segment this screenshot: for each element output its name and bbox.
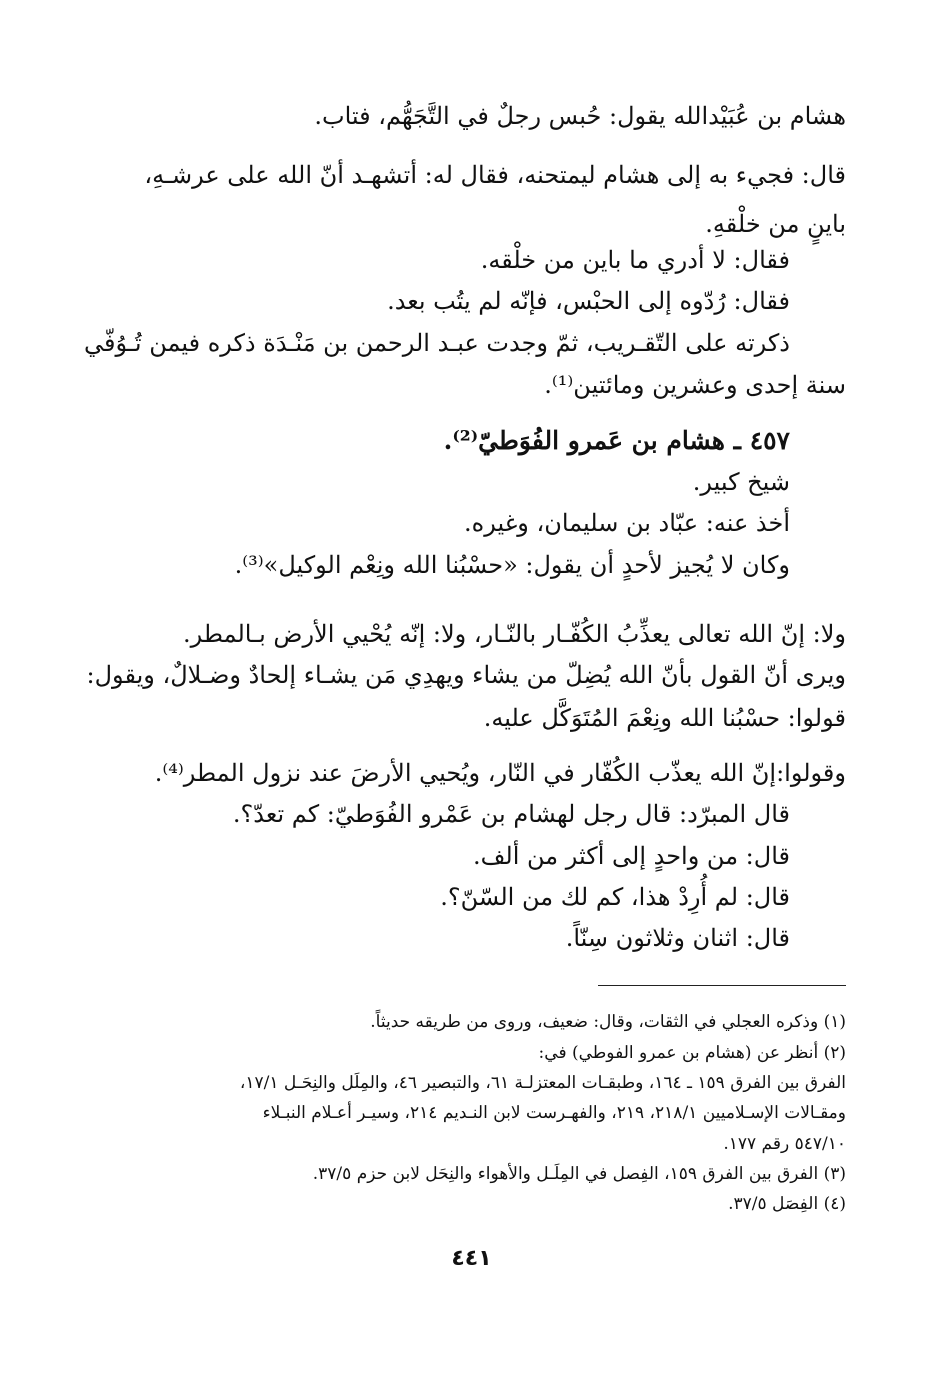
body-line-10: أخذ عنه: عبّاد بن سليمان، وغيره. xyxy=(464,509,790,537)
footnote-2-line-4: ٥٤٧/١٠ رقم ١٧٧. xyxy=(723,1134,846,1154)
body-line-7: سنة إحدى وعشرين ومائتين⁽¹⁾. xyxy=(544,371,846,399)
footnote-1: (١) وذكره العجلي في الثقات، وقال: ضعيف، وروى من طريقه حديثاً. xyxy=(370,1012,846,1032)
body-line-9: شيخ كبير. xyxy=(692,468,790,496)
body-line-14: قولوا: حسْبُنا الله ونِعْمَ المُتَوَكَّل عليه. xyxy=(483,704,846,732)
body-line-18: قال: لم أُرِدْ هذا، كم لك من السّنّ؟. xyxy=(440,883,790,911)
footnote-divider xyxy=(598,985,846,986)
body-line-4: فقال: لا أدري ما باين من خلْقه. xyxy=(480,246,790,274)
body-line-5: فقال: رُدّوه إلى الحبْس، فإنّه لم يتُب بعد. xyxy=(387,287,790,315)
body-line-17: قال: من واحدٍ إلى أكثر من ألف. xyxy=(472,842,790,870)
body-line-15: وقولوا:إنّ الله يعذّب الكُفّار في النّار، ويُحيي الأرضَ عند نزول المطر⁽⁴⁾. xyxy=(154,759,846,787)
body-line-13: ويرى أنّ القول بأنّ الله يُضِلّ من يشاء ويهدِي مَن يشـاء إلحادٌ وضـلالٌ، ويقول: xyxy=(86,661,846,689)
body-line-19: قال: اثنان وثلاثون سِنّاً. xyxy=(565,924,790,952)
footnote-2-line-2: الفرق بين الفرق ١٥٩ ـ ١٦٤، وطبقـات المعتزلـة ٦١، والتبصير ٤٦، والمِلَل والنِحَـل ١٧/١، xyxy=(239,1073,846,1093)
body-line-3: باينٍ من خلْقهِ. xyxy=(705,210,846,238)
footnote-2-line-3: ومقـالات الإسـلاميين ٢١٨/١، ٢١٩، والفهـرست لابن النـديم ٢١٤، وسيـر أعـلام النبـلاء xyxy=(262,1103,846,1123)
body-line-12: ولا: إنّ الله تعالى يعذِّبُ الكُفّـار بالنّـار، ولا: إنّه يُحْيي الأرض بـالمطر. xyxy=(183,620,846,648)
page-number: ٤٤١ xyxy=(451,1246,492,1271)
footnote-3: (٣) الفرق بين الفرق ١٥٩، الفِصل في المِلَـل والأهواء والنِحَل لابن حزم ٣٧/٥. xyxy=(312,1164,846,1184)
body-line-1: هشام بن عُبَيْدالله يقول: حُبس رجلٌ في التَّجَهُّم، فتاب. xyxy=(314,102,846,130)
body-line-2: قال: فجيء به إلى هشام ليمتحنه، فقال له: أتشهـد أنّ الله على عرشـهِ، xyxy=(144,161,846,189)
footnote-4: (٤) الفِصَل ٣٧/٥. xyxy=(728,1194,846,1214)
body-line-11: وكان لا يُجيز لأحدٍ أن يقول: «حسْبُنا الله ونِعْم الوكيل»⁽³⁾. xyxy=(234,551,790,579)
body-line-6: ذكرته على التّقـريب، ثمّ وجدت عبـد الرحمن بن مَنْـدَة ذكره فيمن تُـوُفّي xyxy=(83,329,790,357)
body-line-16: قال المبرّد: قال رجل لهشام بن عَمْرو الفُوَطيّ: كم تعدّ؟. xyxy=(232,800,790,828)
footnote-2: (٢) أنظر عن (هشام بن عمرو الفوطي) في: xyxy=(538,1043,846,1063)
entry-heading: ٤٥٧ ـ هشام بن عَمرو الفُوَطيّ⁽²⁾. xyxy=(443,426,790,455)
